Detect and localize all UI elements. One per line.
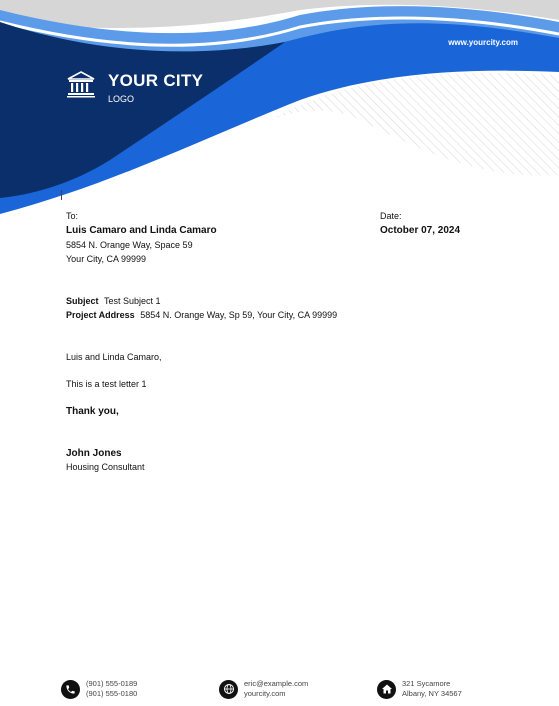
recipient-address-line1: 5854 N. Orange Way, Space 59 bbox=[66, 240, 193, 250]
footer-address-line2: Albany, NY 34567 bbox=[402, 689, 462, 698]
footer-phone-line1: (901) 555-0189 bbox=[86, 679, 138, 688]
header-website: www.yourcity.com bbox=[448, 38, 518, 47]
date-value: October 07, 2024 bbox=[380, 225, 461, 236]
subject-value: Test Subject 1 bbox=[104, 296, 161, 306]
recipient-name: Luis Camaro and Linda Camaro bbox=[66, 225, 217, 236]
text-cursor bbox=[61, 190, 62, 200]
phone-icon bbox=[61, 680, 80, 699]
subject-line bbox=[66, 295, 161, 308]
footer-email[interactable]: eric@example.com bbox=[244, 679, 309, 688]
header-wave-graphic bbox=[0, 0, 559, 220]
globe-icon bbox=[219, 680, 238, 699]
signer-name: John Jones bbox=[66, 448, 122, 459]
recipient-address-line2: Your City, CA 99999 bbox=[66, 254, 147, 264]
to-label: To: bbox=[66, 211, 79, 221]
footer-address-line1: 321 Sycamore bbox=[402, 679, 451, 688]
date-label: Date: bbox=[380, 211, 402, 221]
closing: Thank you, bbox=[66, 406, 119, 417]
footer-phone bbox=[61, 679, 137, 699]
footer-web bbox=[219, 679, 308, 699]
brand-title: YOUR CITY bbox=[108, 71, 204, 90]
footer-website[interactable]: yourcity.com bbox=[244, 689, 286, 698]
footer-phone-line2: (901) 555-0180 bbox=[86, 689, 138, 698]
project-address-line bbox=[66, 309, 337, 322]
project-address-label: Project Address bbox=[66, 310, 135, 320]
home-icon bbox=[377, 680, 396, 699]
signer-title: Housing Consultant bbox=[66, 462, 145, 472]
greeting: Luis and Linda Camaro, bbox=[66, 352, 162, 362]
footer-address bbox=[377, 679, 462, 699]
city-hall-icon bbox=[66, 70, 96, 98]
brand-logo bbox=[66, 70, 203, 105]
brand-subtitle: LOGO bbox=[108, 94, 135, 104]
project-address-value: 5854 N. Orange Way, Sp 59, Your City, CA 99999 bbox=[140, 310, 338, 320]
letter-body: This is a test letter 1 bbox=[66, 379, 147, 389]
subject-label: Subject bbox=[66, 296, 99, 306]
